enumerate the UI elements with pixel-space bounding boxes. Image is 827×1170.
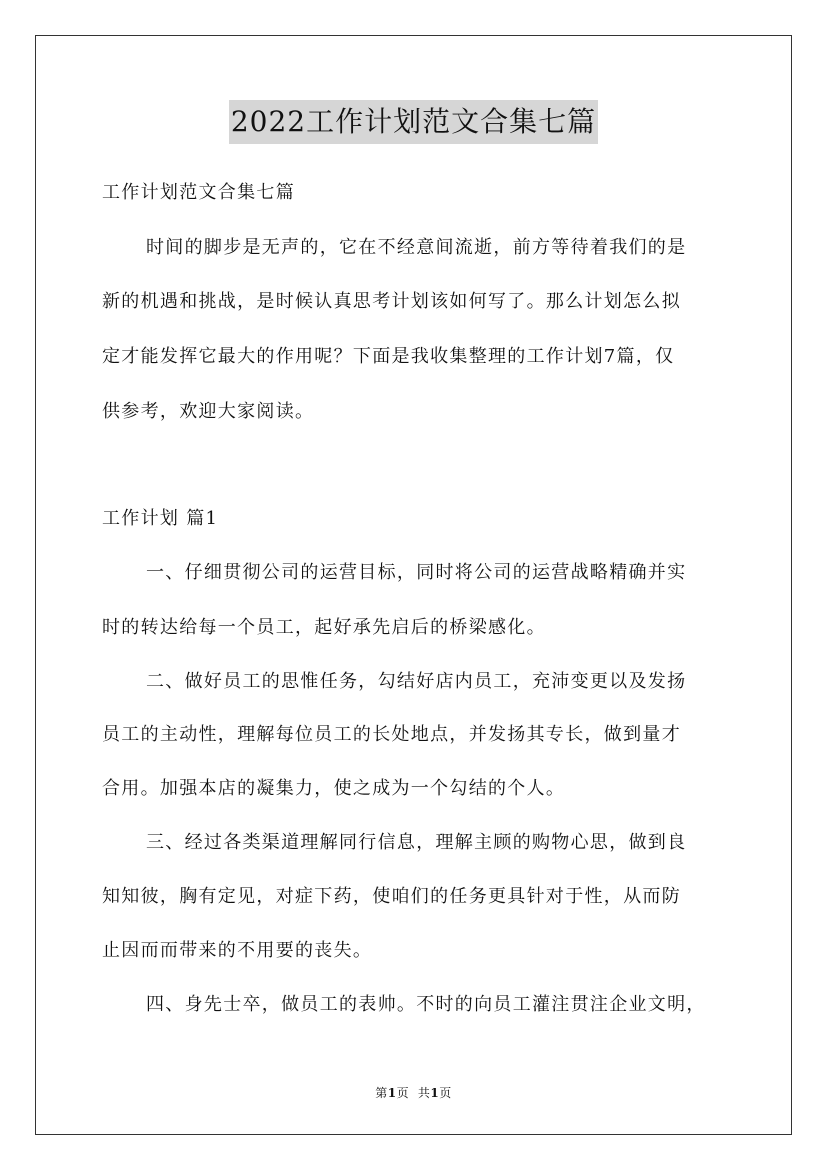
section-heading: 工作计划 篇1 [102, 508, 219, 529]
paragraph-line-6: 三、经过各类渠道理解同行信息，理解主顾的购物心思，做到良 [146, 832, 687, 853]
intro-line-3: 定才能发挥它最大的作用呢？下面是我收集整理的工作计划7篇，仅 [102, 346, 675, 367]
total-prefix: 共 [417, 1086, 431, 1100]
total-suffix: 页 [439, 1086, 452, 1100]
intro-line-4: 供参考，欢迎大家阅读。 [102, 401, 315, 422]
paragraph-line-1: 一、仔细贯彻公司的运营目标，同时将公司的运营战略精确并实 [146, 562, 687, 583]
document-subtitle: 工作计划范文合集七篇 [102, 182, 295, 203]
paragraph-line-9: 四、身先士卒，做员工的表帅。不时的向员工灌注贯注企业文明， [146, 994, 706, 1015]
paragraph-line-3: 二、做好员工的思惟任务，勾结好店内员工，充沛变更以及发扬 [146, 671, 687, 692]
title-container [0, 100, 827, 144]
paragraph-line-5: 合用。加强本店的凝集力，使之成为一个勾结的个人。 [102, 778, 566, 799]
paragraph-line-2: 时的转达给每一个员工，起好承先启后的桥梁感化。 [102, 617, 546, 638]
intro-line-1: 时间的脚步是无声的，它在不经意间流逝，前方等待着我们的是 [146, 237, 687, 258]
intro-line-2: 新的机遇和挑战，是时候认真思考计划该如何写了。那么计划怎么拟 [102, 291, 681, 312]
paragraph-line-7: 知知彼，胸有定见，对症下药，使咱们的任务更具针对于性，从而防 [102, 886, 681, 907]
document-title: 2022工作计划范文合集七篇 [229, 100, 598, 144]
page-number: 1 [387, 1086, 397, 1100]
paragraph-line-8: 止因而而带来的不用要的丧失。 [102, 940, 373, 961]
total-number: 1 [430, 1086, 440, 1100]
page-footer [0, 1084, 827, 1101]
page-prefix: 第 [375, 1086, 388, 1100]
page-suffix: 页 [396, 1086, 410, 1100]
paragraph-line-4: 员工的主动性，理解每位员工的长处地点，并发扬其专长，做到量才 [102, 724, 681, 745]
